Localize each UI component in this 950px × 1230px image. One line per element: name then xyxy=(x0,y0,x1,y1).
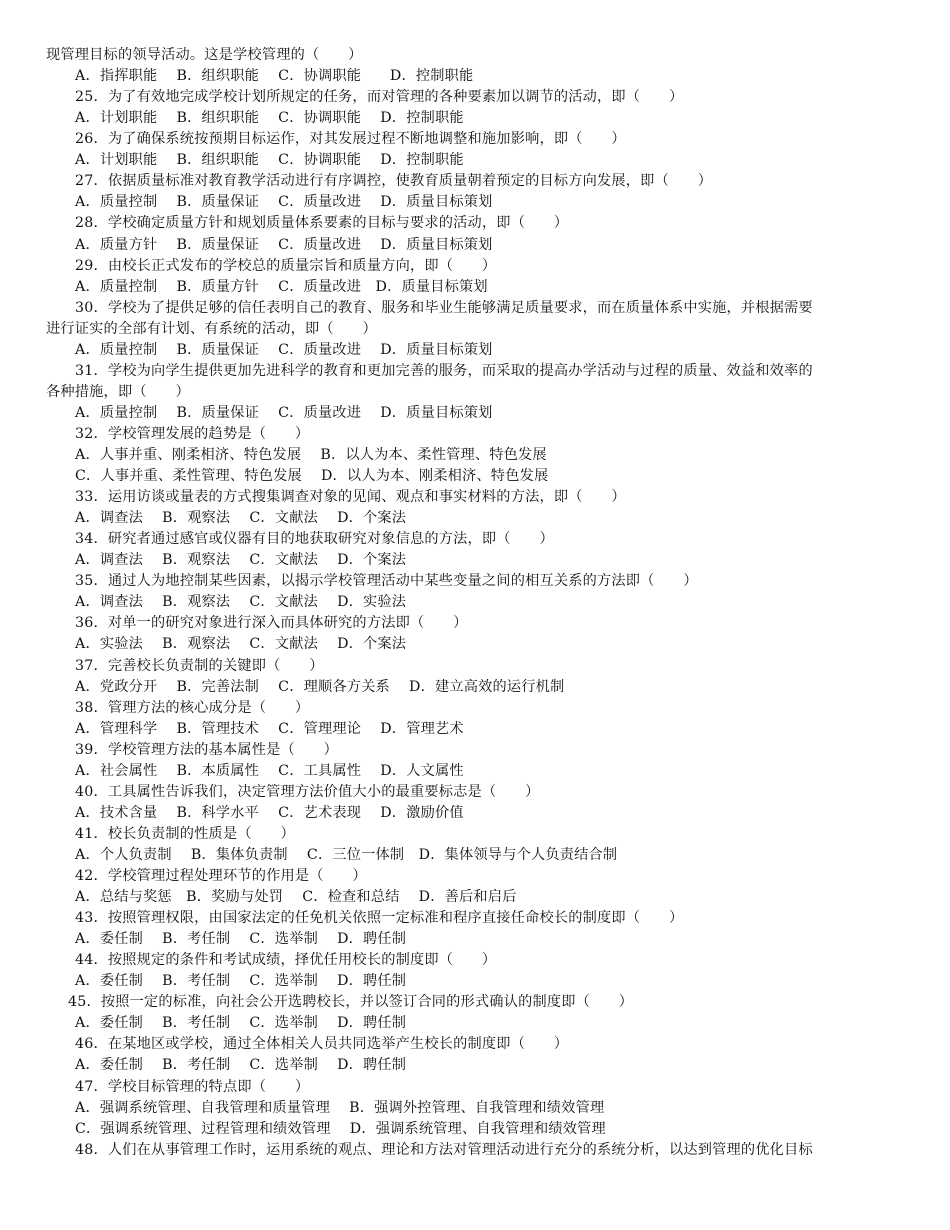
question-line: 35．通过人为地控制某些因素，以揭示学校管理活动中某些变量之间的相互关系的方法即（ ） xyxy=(75,573,698,590)
question-line: 42．学校管理过程处理环节的作用是（ ） xyxy=(75,868,367,884)
question-line: 40．工具属性告诉我们，决定管理方法价值大小的最重要标志是（ ） xyxy=(75,783,540,800)
question-line: 31．学校为向学生提供更加先进科学的教育和更加完善的服务，而采取的提高办学活动与过程的质量、效益和效率的 xyxy=(75,362,813,379)
question-line: 28．学校确定质量方针和规划质量体系要素的目标与要求的活动，即（ ） xyxy=(75,215,569,232)
text-line: 进行证实的全部有计划、有系统的活动，即（ ） xyxy=(46,320,377,337)
question-line: 47．学校目标管理的特点即（ ） xyxy=(75,1078,310,1095)
options-line: A．质量控制 B．质量保证 C．质量改进 D．质量目标策划 xyxy=(75,341,493,358)
question-line: 38．管理方法的核心成分是（ ） xyxy=(75,699,310,716)
options-line: A．社会属性 B．本质属性 C．工具属性 D．人文属性 xyxy=(75,762,464,779)
options-line: A．指挥职能 B．组织职能 C．协调职能 D．控制职能 xyxy=(75,68,474,84)
question-line: 33．运用访谈或量表的方式搜集调查对象的见闻、观点和事实材料的方法，即（ ） xyxy=(75,489,626,506)
options-line: A．委任制 B．考任制 C．选举制 D．聘任制 xyxy=(75,1015,407,1032)
question-line: 25．为了有效地完成学校计划所规定的任务，而对管理的各种要素加以调节的活动，即（ ） xyxy=(75,89,684,106)
options-line: A．实验法 B．观察法 C．文献法 D．个案法 xyxy=(75,636,407,653)
options-line: A．调查法 B．观察法 C．文献法 D．个案法 xyxy=(75,552,407,569)
question-line: 27．依据质量标准对教育教学活动进行有序调控，使教育质量朝着预定的目标方向发展，即（ ） xyxy=(75,173,713,190)
question-line: 29．由校长正式发布的学校总的质量宗旨和质量方向，即（ ） xyxy=(75,257,497,274)
options-line: C．人事并重、柔性管理、特色发展 D．以人为本、刚柔相济、特色发展 xyxy=(75,468,549,484)
options-line: A．委任制 B．考任制 C．选举制 D．聘任制 xyxy=(75,1057,407,1074)
question-line: 39．学校管理方法的基本属性是（ ） xyxy=(75,741,339,758)
options-line: A．总结与奖惩 B．奖励与处罚 C．检查和总结 D．善后和启后 xyxy=(75,889,517,905)
question-line: 43．按照管理权限，由国家法定的任免机关依照一定标准和程序直接任命校长的制度即（ ） xyxy=(75,910,684,927)
options-line: A．党政分开 B．完善法制 C．理顺各方关系 D．建立高效的运行机制 xyxy=(75,678,565,695)
question-line: 44．按照规定的条件和考试成绩，择优任用校长的制度即（ ） xyxy=(75,952,497,969)
question-line: 30．学校为了提供足够的信任表明自己的教育、服务和毕业生能够满足质量要求，而在质量体系中实施，并根据需要 xyxy=(75,299,813,316)
options-line: A．调查法 B．观察法 C．文献法 D．个案法 xyxy=(75,510,407,527)
options-line: A．委任制 B．考任制 C．选举制 D．聘任制 xyxy=(75,931,407,948)
question-line: 48．人们在从事管理工作时，运用系统的观点、理论和方法对管理活动进行充分的系统分析，以达到管理的优化目标 xyxy=(75,1141,813,1158)
options-line: A．委任制 B．考任制 C．选举制 D．聘任制 xyxy=(75,973,407,990)
options-line: A．人事并重、刚柔相济、特色发展 B．以人为本、柔性管理、特色发展 xyxy=(75,446,547,463)
options-line: A．个人负责制 B．集体负责制 C．三位一体制 D．集体领导与个人负责结合制 xyxy=(75,846,618,863)
options-line: A．调查法 B．观察法 C．文献法 D．实验法 xyxy=(75,594,407,611)
options-line: A．管理科学 B．管理技术 C．管理理论 D．管理艺术 xyxy=(75,720,464,737)
options-line: A．质量控制 B．质量保证 C．质量改进 D．质量目标策划 xyxy=(75,194,493,211)
options-line: A．技术含量 B．科学水平 C．艺术表现 D．激励价值 xyxy=(75,804,464,821)
question-line: 46．在某地区或学校，通过全体相关人员共同选举产生校长的制度即（ ） xyxy=(75,1036,569,1053)
question-line: 36．对单一的研究对象进行深入而具体研究的方法即（ ） xyxy=(75,615,468,632)
options-line: A．质量控制 B．质量保证 C．质量改进 D．质量目标策划 xyxy=(75,404,493,421)
question-line: 41．校长负责制的性质是（ ） xyxy=(75,825,295,842)
options-line: A．强调系统管理、自我管理和质量管理 B．强调外控管理、自我管理和绩效管理 xyxy=(75,1099,605,1116)
options-line: C．强调系统管理、过程管理和绩效管理 D．强调系统管理、自我管理和绩效管理 xyxy=(75,1120,606,1137)
options-line: A．计划职能 B．组织职能 C．协调职能 D．控制职能 xyxy=(75,152,464,169)
text-line: 各种措施，即（ ） xyxy=(46,383,190,400)
text-line: 现管理目标的领导活动。这是学校管理的（ ） xyxy=(46,47,363,63)
options-line: A．质量方针 B．质量保证 C．质量改进 D．质量目标策划 xyxy=(75,236,493,253)
question-line: 32．学校管理发展的趋势是（ ） xyxy=(75,425,310,442)
question-line: 45．按照一定的标准，向社会公开选聘校长，并以签订合同的形式确认的制度即（ ） xyxy=(68,994,634,1011)
question-line: 26．为了确保系统按预期目标运作，对其发展过程不断地调整和施加影响，即（ ） xyxy=(75,131,626,148)
options-line: A．计划职能 B．组织职能 C．协调职能 D．控制职能 xyxy=(75,110,464,127)
question-line: 34．研究者通过感官或仪器有目的地获取研究对象信息的方法，即（ ） xyxy=(75,531,554,548)
question-line: 37．完善校长负责制的关键即（ ） xyxy=(75,657,324,674)
options-line: A．质量控制 B．质量方针 C．质量改进 D．质量目标策划 xyxy=(75,278,488,295)
